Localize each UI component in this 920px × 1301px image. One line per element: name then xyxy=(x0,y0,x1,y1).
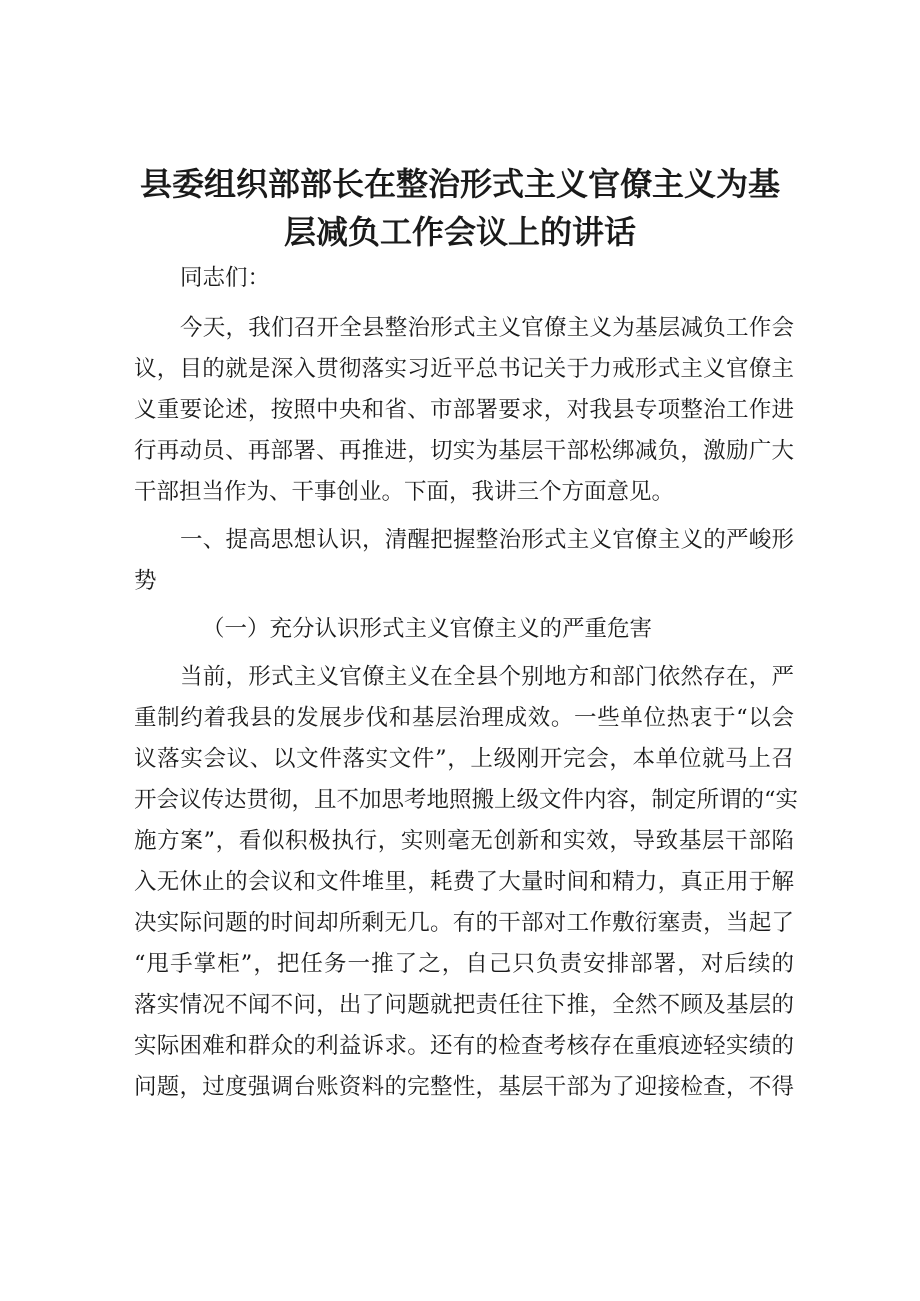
text-line: 干部担当作为、干事创业。下面，我讲三个方面意见。 xyxy=(134,479,675,505)
text-line: 一、提高思想认识，清醒把握整治形式主义官僚主义的严峻形 xyxy=(180,527,794,553)
text-line: 入无休止的会议和文件堆里，耗费了大量时间和精力，真正用于解 xyxy=(134,869,794,895)
paragraph-opening xyxy=(134,308,794,513)
text-line: 实际困难和群众的利益诉求。还有的检查考核存在重痕迹轻实绩的 xyxy=(134,1033,794,1059)
text-line: 施方案”，看似积极执行，实则毫无创新和实效，导致基层干部陷 xyxy=(134,828,794,854)
text-line: 今天，我们召开全县整治形式主义官僚主义为基层减负工作会 xyxy=(180,315,794,341)
paragraph-body xyxy=(134,657,799,1108)
text-line: 议，目的就是深入贯彻落实习近平总书记关于力戒形式主义官僚主 xyxy=(134,356,794,382)
text-line: 落实情况不闻不问，出了问题就把责任往下推，全然不顾及基层的 xyxy=(134,992,794,1018)
text-line: 势 xyxy=(134,568,157,594)
document-body xyxy=(134,258,799,1108)
title-line: 层减负工作会议上的讲话 xyxy=(283,213,636,251)
text-line: （一）充分认识形式主义官僚主义的严重危害 xyxy=(202,616,653,642)
text-line: 问题，过度强调台账资料的完整性，基层干部为了迎接检查，不得 xyxy=(134,1074,794,1100)
section-heading xyxy=(134,520,794,602)
text-line: 行再动员、再部署、再推进，切实为基层干部松绑减负，激励广大 xyxy=(134,438,794,464)
text-line: 决实际问题的时间却所剩无几。有的干部对工作敷衍塞责，当起了 xyxy=(134,910,794,936)
text-line: 当前，形式主义官僚主义在全县个别地方和部门依然存在，严 xyxy=(180,664,794,690)
title-line: 县委组织部部长在整治形式主义官僚主义为基 xyxy=(139,165,780,203)
subsection-heading xyxy=(134,609,794,650)
document-title xyxy=(100,160,820,256)
salutation-text: 同志们： xyxy=(180,265,271,291)
text-line: 义重要论述，按照中央和省、市部署要求，对我县专项整治工作进 xyxy=(134,397,794,423)
salutation xyxy=(134,258,794,299)
text-line: “甩手掌柜”，把任务一推了之，自己只负责安排部署，对后续的 xyxy=(134,951,794,977)
text-line: 重制约着我县的发展步伐和基层治理成效。一些单位热衷于“以会 xyxy=(134,705,794,731)
text-line: 开会议传达贯彻，且不加思考地照搬上级文件内容，制定所谓的“实 xyxy=(134,787,799,813)
text-line: 议落实会议、以文件落实文件”，上级刚开完会，本单位就马上召 xyxy=(134,746,794,772)
